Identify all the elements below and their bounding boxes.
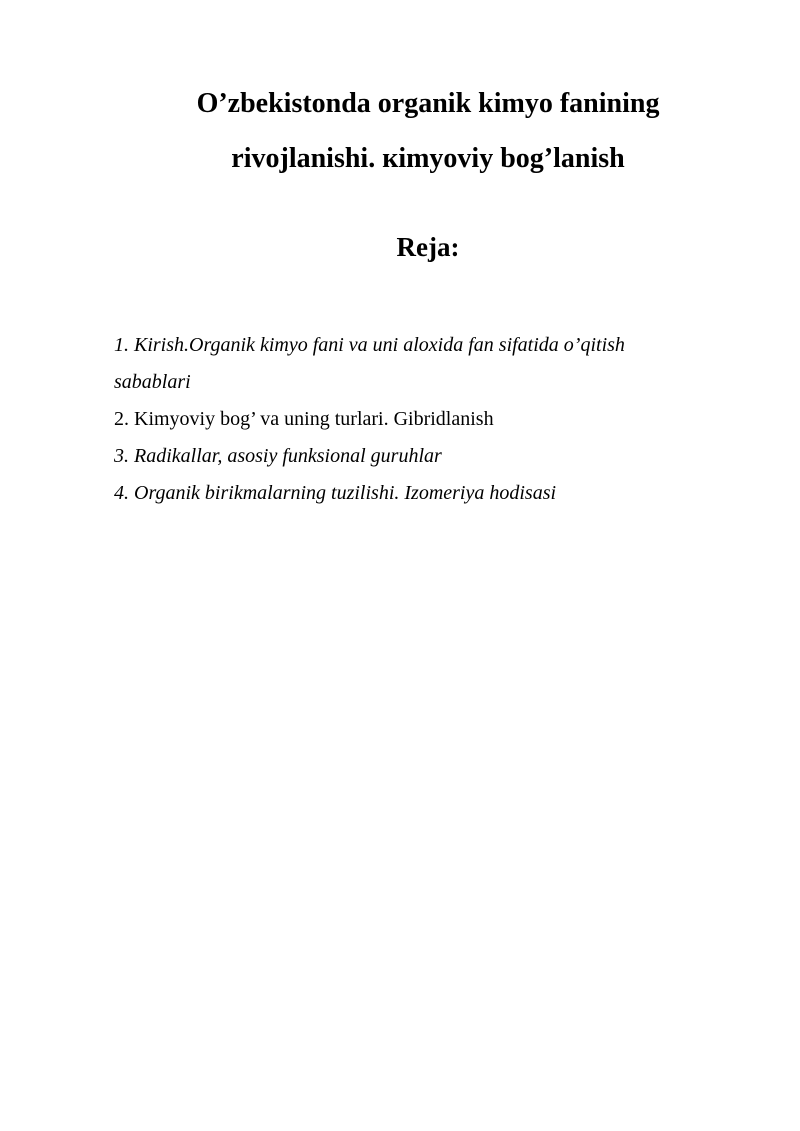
plan-item-4: 4. Organik birikmalarning tuzilishi. Izomeriya hodisasi [114,482,557,504]
plan-item-1: 1. Kirish.Organik kimyo fani va uni aloxida fan sifatida o’qitish sabablari [114,334,625,393]
plan-item-2: 2. Kimyoviy bog’ va uning turlari. Gibridlanish [114,408,494,430]
title-line-2: rivojlanishi. кimyoviy bog’lanish [231,143,625,174]
document-title [150,76,706,186]
plan-item-3: 3. Radikallar, asosiy funksional guruhlar [114,445,442,467]
plan-heading: Reja: [396,232,460,262]
plan-list [114,327,704,512]
title-line-1: O’zbekistonda organik kimyo fanining [196,88,660,119]
